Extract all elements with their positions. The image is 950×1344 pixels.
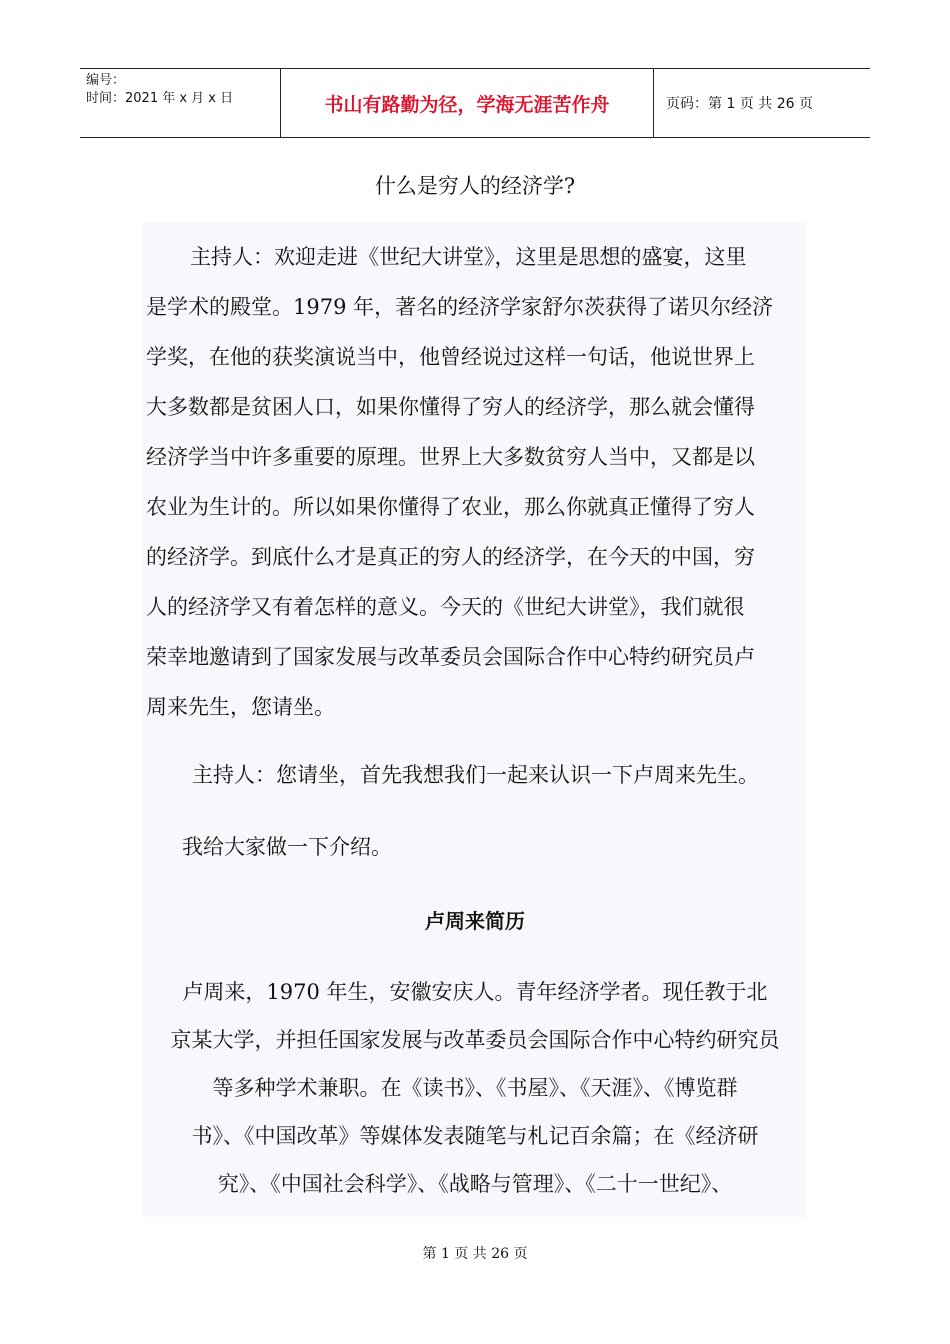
document-header — [80, 68, 870, 138]
text-line: 大多数都是贫困人口，如果你懂得了穷人的经济学，那么就会懂得 — [146, 395, 755, 419]
text-line: 学奖，在他的获奖演说当中，他曾经说过这样一句话，他说世界上 — [146, 345, 755, 369]
text-line: 究》、《中国社会科学》、《战略与管理》、《二十一世纪》、 — [217, 1172, 733, 1196]
bio-paragraph — [150, 968, 800, 1208]
number-label: 编号： — [86, 73, 126, 88]
time-label: 时间：2021 年 x 月 x 日 — [86, 91, 234, 106]
text-line: 人的经济学又有着怎样的意义。今天的《世纪大讲堂》，我们就很 — [146, 595, 745, 619]
intro-sentence: 我给大家做一下介绍。 — [182, 835, 392, 859]
text-line: 周来先生，您请坐。 — [146, 695, 335, 719]
text-line: 经济学当中许多重要的原理。世界上大多数贫穷人当中，又都是以 — [146, 445, 755, 469]
text-line: 书》、《中国改革》等媒体发表随笔与札记百余篇；在《经济研 — [191, 1124, 759, 1148]
text-line: 主持人：欢迎走进《世纪大讲堂》，这里是思想的盛宴，这里 — [190, 245, 747, 269]
text-line: 卢周来，1970 年生，安徽安庆人。青年经济学者。现任教于北 — [182, 980, 768, 1004]
text-line: 荣幸地邀请到了国家发展与改革委员会国际合作中心特约研究员卢 — [146, 645, 755, 669]
text-line: 是学术的殿堂。1979 年，著名的经济学家舒尔茨获得了诺贝尔经济 — [146, 295, 774, 319]
intro-paragraph — [146, 232, 773, 732]
host-paragraph: 主持人：您请坐，首先我想我们一起来认识一下卢周来先生。 — [192, 763, 759, 787]
text-line: 京某大学，并担任国家发展与改革委员会国际合作中心特约研究员 — [170, 1028, 780, 1052]
text-line: 的经济学。到底什么才是真正的穷人的经济学，在今天的中国，穷 — [146, 545, 755, 569]
section-title: 卢周来简历 — [425, 909, 525, 933]
header-page-info: 页码：第 1 页 共 26 页 — [666, 96, 813, 112]
header-motto: 书山有路勤为径，学海无涯苦作舟 — [281, 69, 654, 137]
text-line: 等多种学术兼职。在《读书》、《书屋》、《天涯》、《博览群 — [212, 1076, 738, 1100]
page-footer: 第 1 页 共 26 页 — [422, 1246, 528, 1262]
header-meta — [80, 69, 281, 137]
document-title: 什么是穷人的经济学? — [374, 174, 576, 198]
text-line: 农业为生计的。所以如果你懂得了农业，那么你就真正懂得了穷人 — [146, 495, 755, 519]
